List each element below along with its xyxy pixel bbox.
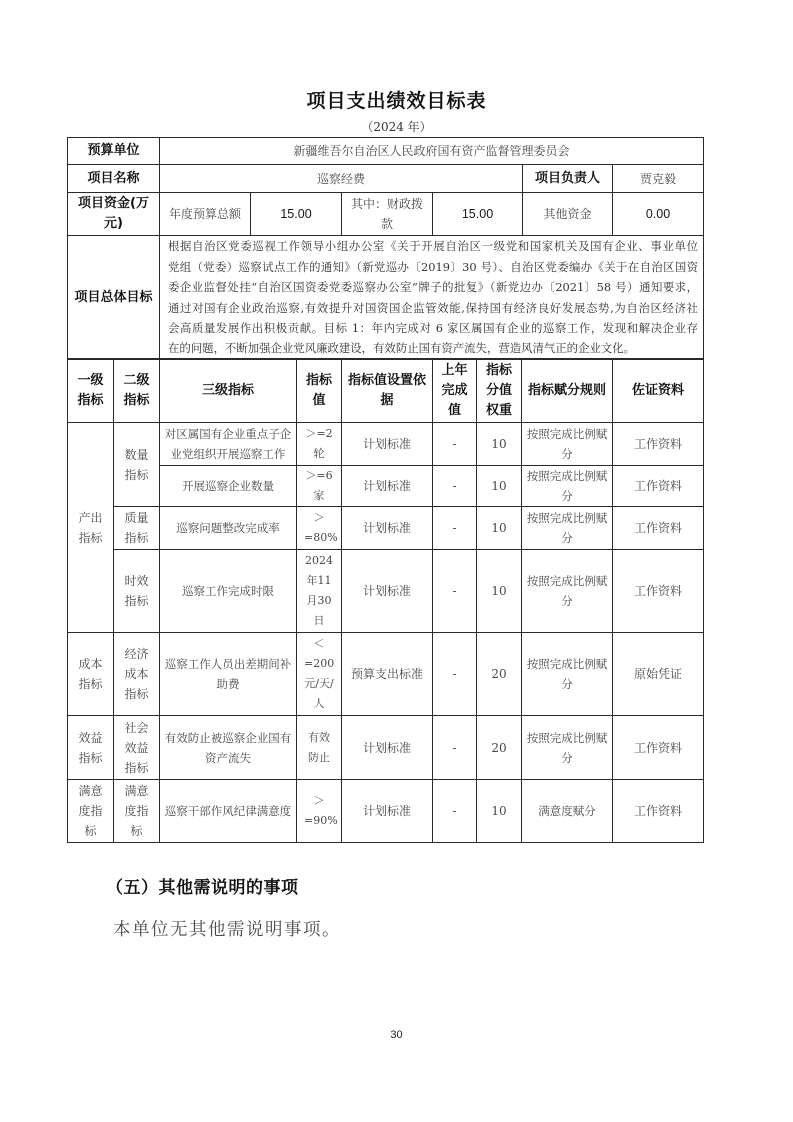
evidence-cell: 工作资料	[613, 780, 704, 843]
budget-unit-value: 新疆维吾尔自治区人民政府国有资产监督管理委员会	[160, 138, 704, 165]
target-value-cell: ＞=2轮	[297, 423, 342, 466]
basis-cell: 计划标准	[342, 466, 433, 507]
basis-cell: 计划标准	[342, 423, 433, 466]
level3-cell: 巡察问题整改完成率	[160, 507, 297, 550]
evidence-cell: 工作资料	[613, 466, 704, 507]
scoring-rule-cell: 按照完成比例赋分	[522, 716, 613, 780]
year-note: （2024 年）	[361, 120, 432, 134]
basis-cell: 计划标准	[342, 507, 433, 550]
header-weight: 指标分值权重	[477, 359, 522, 423]
level1-cell: 满意度指标	[68, 780, 114, 843]
level2-cell: 社会效益指标	[114, 716, 160, 780]
header-last-year: 上年完成值	[433, 359, 477, 423]
last-year-cell: -	[433, 780, 477, 843]
level3-cell: 巡察工作完成时限	[160, 550, 297, 633]
goal-line: 通过对国有企业政治巡察,有效提升对国资国企监管效能,保持国有经济良好发展态势,为自治区经济社	[168, 300, 699, 315]
level3-cell: 对区属国有企业重点子企业党组织开展巡察工作	[160, 423, 297, 466]
evidence-cell: 工作资料	[613, 423, 704, 466]
level2-cell: 时效指标	[114, 550, 160, 633]
fiscal-allocation-label: 其中：财政拨款	[342, 193, 433, 236]
budget-unit-label: 预算单位	[68, 138, 160, 165]
level2-cell: 经济成本指标	[114, 633, 160, 716]
goal-line: 会高质量发展作出积极贡献。目标 1：年内完成对 6 家区属国有企业的巡察工作，发现和解决企业存	[168, 320, 699, 335]
scoring-rule-cell: 按照完成比例赋分	[522, 550, 613, 633]
target-value-cell: ＞=80%	[297, 507, 342, 550]
indicator-table	[67, 358, 704, 843]
scoring-rule-cell: 满意度赋分	[522, 780, 613, 843]
target-value-cell: ＞=90%	[297, 780, 342, 843]
level2-cell: 满意度指标	[114, 780, 160, 843]
header-level3: 三级指标	[160, 359, 297, 423]
level2-cell: 质量指标	[114, 507, 160, 550]
scoring-rule-cell: 按照完成比例赋分	[522, 423, 613, 466]
other-notes-heading: （五）其他需说明的事项	[106, 878, 299, 898]
fiscal-allocation-value: 15.00	[433, 193, 523, 236]
page-number: 30	[390, 1029, 403, 1041]
goal-line: 委企业监督处挂“自治区国资委党委巡察办公室”牌子的批复》（新党边办〔2021〕58 号）通知要求，	[168, 280, 699, 295]
indicator-row	[68, 550, 704, 633]
level3-cell: 巡察干部作风纪律满意度	[160, 780, 297, 843]
project-leader-value: 贾克毅	[613, 165, 704, 193]
weight-cell: 10	[477, 423, 522, 466]
project-info-table	[67, 137, 704, 360]
indicator-row	[68, 633, 704, 716]
level1-cell: 产出指标	[68, 423, 114, 633]
target-value-cell: 2024年11月30日	[297, 550, 342, 633]
last-year-cell: -	[433, 507, 477, 550]
document-title: 项目支出绩效目标表	[306, 90, 487, 112]
project-name-row	[68, 165, 704, 193]
basis-cell: 计划标准	[342, 716, 433, 780]
weight-cell: 10	[477, 780, 522, 843]
funding-label: 项目资金(万元)	[68, 193, 160, 236]
other-funds-label: 其他资金	[523, 193, 613, 236]
evidence-cell: 工作资料	[613, 716, 704, 780]
target-value-cell: 有效防止	[297, 716, 342, 780]
goal-line: 党组（党委）巡察试点工作的通知》（新党巡办〔2019〕30 号）、自治区党委编办《关于在自治区国资	[168, 259, 699, 274]
header-level2: 二级指标	[114, 359, 160, 423]
goal-line: 根据自治区党委巡视工作领导小组办公室《关于开展自治区一级党和国家机关及国有企业、事业单位	[168, 239, 699, 254]
scoring-rule-cell: 按照完成比例赋分	[522, 633, 613, 716]
level1-cell: 效益指标	[68, 716, 114, 780]
level3-cell: 巡察工作人员出差期间补助费	[160, 633, 297, 716]
overall-goal-text	[160, 236, 704, 360]
annual-budget-label: 年度预算总额	[160, 193, 251, 236]
funding-row	[68, 193, 704, 236]
overall-goal-label: 项目总体目标	[68, 236, 160, 360]
last-year-cell: -	[433, 466, 477, 507]
basis-cell: 计划标准	[342, 550, 433, 633]
evidence-cell: 工作资料	[613, 550, 704, 633]
indicator-row	[68, 716, 704, 780]
weight-cell: 10	[477, 550, 522, 633]
level2-cell: 数量指标	[114, 423, 160, 507]
header-evidence: 佐证资料	[613, 359, 704, 423]
indicator-header-row	[68, 359, 704, 423]
header-level1: 一级指标	[68, 359, 114, 423]
target-value-cell: ＜=200元/天/人	[297, 633, 342, 716]
level3-cell: 有效防止被巡察企业国有资产流失	[160, 716, 297, 780]
project-leader-label: 项目负责人	[523, 165, 613, 193]
overall-goal-row	[68, 236, 704, 360]
weight-cell: 10	[477, 466, 522, 507]
other-funds-value: 0.00	[613, 193, 704, 236]
level3-cell: 开展巡察企业数量	[160, 466, 297, 507]
level1-cell: 成本指标	[68, 633, 114, 716]
header-scoring-rule: 指标赋分规则	[522, 359, 613, 423]
budget-unit-row	[68, 138, 704, 165]
scoring-rule-cell: 按照完成比例赋分	[522, 507, 613, 550]
last-year-cell: -	[433, 550, 477, 633]
goal-line: 在的问题，不断加强企业党风廉政建设，有效防止国有资产流失，营造风清气正的企业文化。	[168, 341, 636, 356]
evidence-cell: 原始凭证	[613, 633, 704, 716]
indicator-row	[68, 780, 704, 843]
last-year-cell: -	[433, 633, 477, 716]
other-notes-text: 本单位无其他需说明事项。	[113, 920, 341, 940]
weight-cell: 20	[477, 633, 522, 716]
evidence-cell: 工作资料	[613, 507, 704, 550]
weight-cell: 10	[477, 507, 522, 550]
basis-cell: 预算支出标准	[342, 633, 433, 716]
annual-budget-value: 15.00	[251, 193, 342, 236]
header-basis: 指标值设置依据	[342, 359, 433, 423]
header-target-value: 指标值	[297, 359, 342, 423]
last-year-cell: -	[433, 423, 477, 466]
indicator-row	[68, 466, 704, 507]
project-name-label: 项目名称	[68, 165, 160, 193]
weight-cell: 20	[477, 716, 522, 780]
target-value-cell: ＞=6家	[297, 466, 342, 507]
last-year-cell: -	[433, 716, 477, 780]
basis-cell: 计划标准	[342, 780, 433, 843]
project-name-value: 巡察经费	[160, 165, 523, 193]
indicator-row	[68, 423, 704, 466]
indicator-row	[68, 507, 704, 550]
scoring-rule-cell: 按照完成比例赋分	[522, 466, 613, 507]
